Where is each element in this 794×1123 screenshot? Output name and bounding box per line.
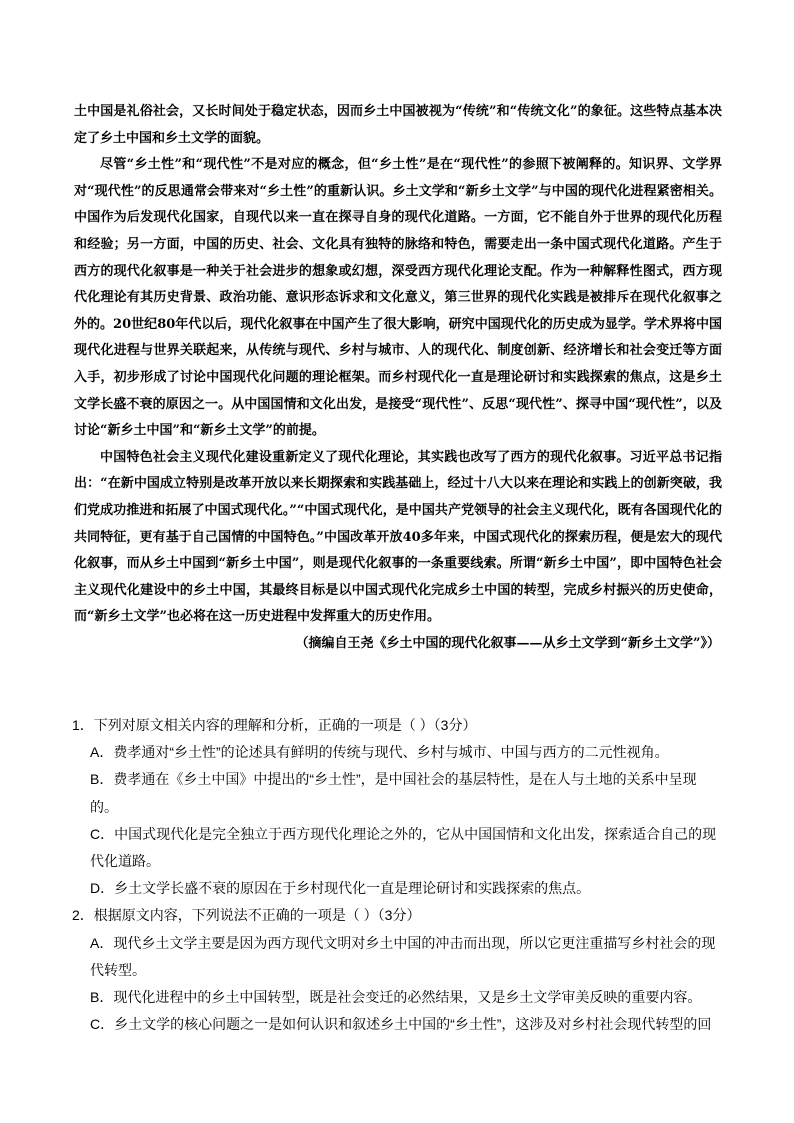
question-list	[72, 712, 724, 1038]
option-a: A．现代乡土文学主要是因为西方现代文明对乡土中国的冲击而出现，所以它更注重描写乡村社会的现代转型。	[90, 934, 716, 978]
passage-attribution: （摘编自王尧《乡土中国的现代化叙事——从乡土文学到“新乡土文学”》）	[295, 635, 720, 651]
option-c: C．中国式现代化是完全独立于西方现代化理论之外的，它从中国国情和文化出发，探索适合自己的现代化道路。	[90, 825, 717, 870]
passage-paragraph: 尽管“乡土性”和“现代性”不是对应的概念，但“乡土性”是在“现代性”的参照下被阐释的。知识界、文学界对“现代性”的反思通常会带来对“乡土性”的重新认识。乡土文学和“新乡土文学”与中国的现代化进程紧密相关。中国作为后发现代化国家，自现代以来一直在探寻自身的现代化道路。一方面，它不能自外于世界的现代化历程和经验；另一方面，中国的历史、社会、文化具有独特的脉络和特色，需要走出一条中国式现代化道路。产生于西方的现代化叙事是一种关于社会进步的想象或幻想，深受西方现代化理论支配。作为一种解释性图式，西方现代化理论有其历史背景、政治功能、意识形态诉求和文化意义，第三世界的现代化实践是被排斥在现代化叙事之外的。20世纪80年代以后，现代化叙事在中国产生了很大影响，研究中国现代化的历史成为显学。学术界将中国现代化进程与世界关联起来，从传统与现代、乡村与城市、人的现代化、制度创新、经济增长和社会变迁等方面入手，初步形成了讨论中国现代化问题的理论框架。而乡村现代化一直是理论研讨和实践探索的焦点，这是乡土文学长盛不衰的原因之一。从中国国情和文化出发，是接受“现代性”、反思“现代性”、探寻中国“现代性”，以及讨论“新乡土中国”和“新乡土文学”的前提。	[74, 157, 722, 439]
question-2	[72, 902, 724, 1038]
option-a: A．费孝通对“乡土性”的论述具有鲜明的传统与现代、乡村与城市、中国与西方的二元性视角。	[90, 744, 669, 761]
question-stem: 1．下列对原文相关内容的理解和分析，正确的一项是（ ）（3分）	[72, 717, 477, 733]
passage-paragraph: 中国特色社会主义现代化建设重新定义了现代化理论，其实践也改写了西方的现代化叙事。习近平总书记指出：“在新中国成立特别是改革开放以来长期探索和实践基础上，经过十八大以来在理论和实践上的创新突破，我们党成功推进和拓展了中国式现代化。”“中国式现代化，是中国共产党领导的社会主义现代化，既有各国现代化的共同特征，更有基于自己国情的中国特色。”中国改革开放40多年来，中国式现代化的探索历程，便是宏大的现代化叙事，而从乡土中国到“新乡土中国”，则是现代化叙事的一条重要线索。所谓“新乡土中国”，即中国特色社会主义现代化建设中的乡土中国，其最终目标是以中国式现代化完成乡土中国的转型，完成乡村振兴的历史使命，而“新乡土文学”也必将在这一历史进程中发挥重大的历史作用。	[74, 449, 722, 625]
reading-passage	[74, 99, 722, 657]
question-1	[72, 712, 724, 902]
option-d: D．乡土文学长盛不衰的原因在于乡村现代化一直是理论研讨和实践探索的焦点。	[90, 880, 591, 897]
option-c: C．乡土文学的核心问题之一是如何认识和叙述乡土中国的“乡土性”，这涉及对乡村社会现代转型的回	[90, 1016, 712, 1033]
option-b: B．费孝通在《乡土中国》中提出的“乡土性”，是中国社会的基层特性，是在人与土地的关系中呈现的。	[90, 771, 697, 815]
question-stem: 2．根据原文内容，下列说法不正确的一项是（ ）（3分）	[72, 907, 421, 924]
passage-paragraph: 土中国是礼俗社会，又长时间处于稳定状态，因而乡土中国被视为“传统”和“传统文化”的象征。这些特点基本决定了乡土中国和乡土文学的面貌。	[74, 104, 722, 146]
option-b: B．现代化进程中的乡土中国转型，既是社会变迁的必然结果，又是乡土文学审美反映的重要内容。	[90, 989, 702, 1006]
